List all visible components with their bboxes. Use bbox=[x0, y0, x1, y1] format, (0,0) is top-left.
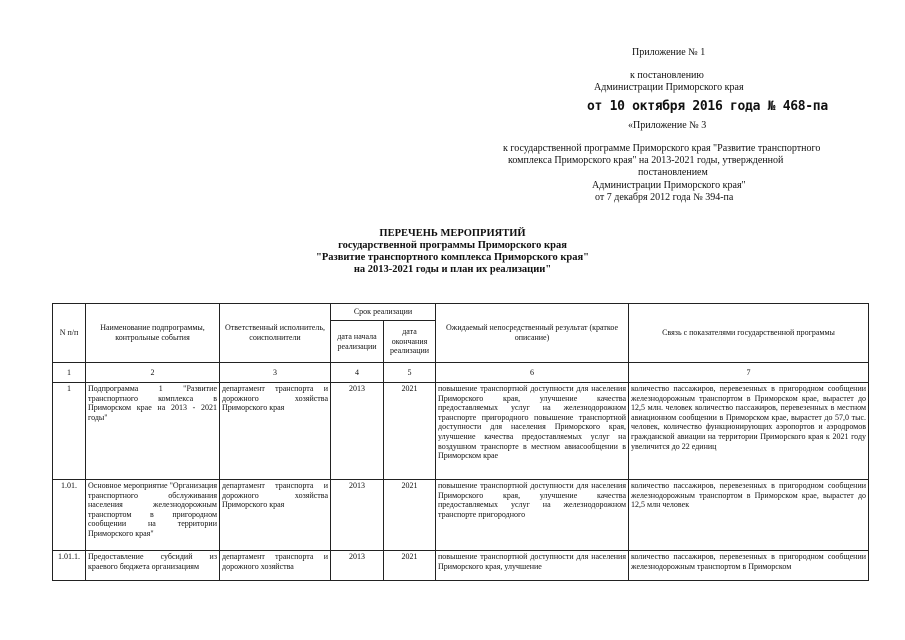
row-start: 2013 bbox=[331, 551, 384, 581]
col-number-7: 7 bbox=[629, 363, 869, 383]
header-end: дата окончания реализации bbox=[384, 321, 436, 363]
row-num: 1 bbox=[53, 383, 86, 480]
doc-title-line-1: ПЕРЕЧЕНЬ МЕРОПРИЯТИЙ bbox=[379, 228, 526, 239]
table-row bbox=[53, 383, 869, 480]
appendix-label: Приложение № 1 bbox=[632, 47, 706, 58]
row-end: 2021 bbox=[384, 383, 436, 480]
row-num: 1.01. bbox=[53, 480, 86, 551]
row-name: Предоставление субсидий из краевого бюджета организациям bbox=[86, 551, 220, 581]
row-result: повышение транспортной доступности для населения Приморского края, улучшение bbox=[436, 551, 629, 581]
row-executor: департамент транспорта и дорожного хозяйства Приморского края bbox=[220, 480, 331, 551]
row-start: 2013 bbox=[331, 383, 384, 480]
appendix3-label: «Приложение № 3 bbox=[628, 120, 707, 131]
header-link: Связь с показателями государственной программы bbox=[629, 304, 869, 363]
doc-title-line-2: государственной программы Приморского края bbox=[338, 240, 567, 251]
table-row bbox=[53, 551, 869, 581]
program-ref-line-2: комплекса Приморского края" на 2013-2021 годы, утвержденной bbox=[508, 155, 784, 166]
row-name: Подпрограмма 1 "Развитие транспортного комплекса в Приморском крае на 2013 - 2021 годы" bbox=[86, 383, 220, 480]
decree-date-number: от 10 октября 2016 года № 468-па bbox=[587, 99, 828, 114]
row-result: повышение транспортной доступности для населения Приморского края, улучшение качества предоставляемых услуг на железнодорожном транспорте пригородного повышение транспортной доступности для населения Приморского края, улучшение качества предоставляемых услуг на воздушном транспорте в местном авиасообщении в Приморском крае bbox=[436, 383, 629, 480]
program-ref-line-3: постановлением bbox=[638, 167, 708, 178]
col-number-4: 4 bbox=[331, 363, 384, 383]
program-ref-line-1: к государственной программе Приморского края "Развитие транспортного bbox=[503, 143, 821, 154]
header-executor: Ответственный исполнитель, соисполнители bbox=[220, 304, 331, 363]
row-end: 2021 bbox=[384, 551, 436, 581]
row-link: количество пассажиров, перевезенных в пригородном сообщении железнодорожным транспортом в Приморском bbox=[629, 551, 869, 581]
row-start: 2013 bbox=[331, 480, 384, 551]
header-result: Ожидаемый непосредственный результат (краткое описание) bbox=[436, 304, 629, 363]
row-result: повышение транспортной доступности для населения Приморского края, улучшение качества предоставляемых услуг на железнодорожном транспорте пригородного bbox=[436, 480, 629, 551]
header-period: Срок реализации bbox=[331, 304, 436, 321]
doc-title-line-4: на 2013-2021 годы и план их реализации" bbox=[353, 264, 552, 275]
row-end: 2021 bbox=[384, 480, 436, 551]
doc-title-line-3: "Развитие транспортного комплекса Приморского края" bbox=[315, 252, 590, 263]
measures-table bbox=[52, 303, 869, 581]
row-executor: департамент транспорта и дорожного хозяйства Приморского края bbox=[220, 383, 331, 480]
header-num: N п/п bbox=[53, 304, 86, 363]
table-row bbox=[53, 480, 869, 551]
col-number-2: 2 bbox=[86, 363, 220, 383]
administration-label: Администрации Приморского края bbox=[594, 82, 744, 93]
row-link: количество пассажиров, перевезенных в пригородном сообщении железнодорожным транспортом в Приморском крае, вырастет до 12,5 млн. человек количество пассажиров, перевезенных в местном авиационном сообщении в Приморском крае, вырастет до 57,0 тыс. человек, количество функционирующих аэропортов и аэродромов гражданской авиации на территории Приморского края к 2021 году увеличится до 22 единиц bbox=[629, 383, 869, 480]
program-ref-line-4: Администрации Приморского края" bbox=[592, 180, 746, 191]
header-name: Наименование подпрограммы, контрольные события bbox=[86, 304, 220, 363]
row-num: 1.01.1. bbox=[53, 551, 86, 581]
to-decree-label: к постановлению bbox=[630, 70, 704, 81]
col-number-1: 1 bbox=[53, 363, 86, 383]
row-link: количество пассажиров, перевезенных в пригородном сообщении железнодорожным транспортом в Приморском крае, вырастет до 12,5 млн человек bbox=[629, 480, 869, 551]
program-ref-line-5: от 7 декабря 2012 года № 394-па bbox=[595, 192, 734, 203]
col-number-3: 3 bbox=[220, 363, 331, 383]
row-executor: департамент транспорта и дорожного хозяйства bbox=[220, 551, 331, 581]
header-start: дата начала реализации bbox=[331, 321, 384, 363]
col-number-5: 5 bbox=[384, 363, 436, 383]
col-number-6: 6 bbox=[436, 363, 629, 383]
row-name: Основное мероприятие "Организация транспортного обслуживания населения железнодорожным транспортом в пригородном сообщении на территории Приморского края" bbox=[86, 480, 220, 551]
